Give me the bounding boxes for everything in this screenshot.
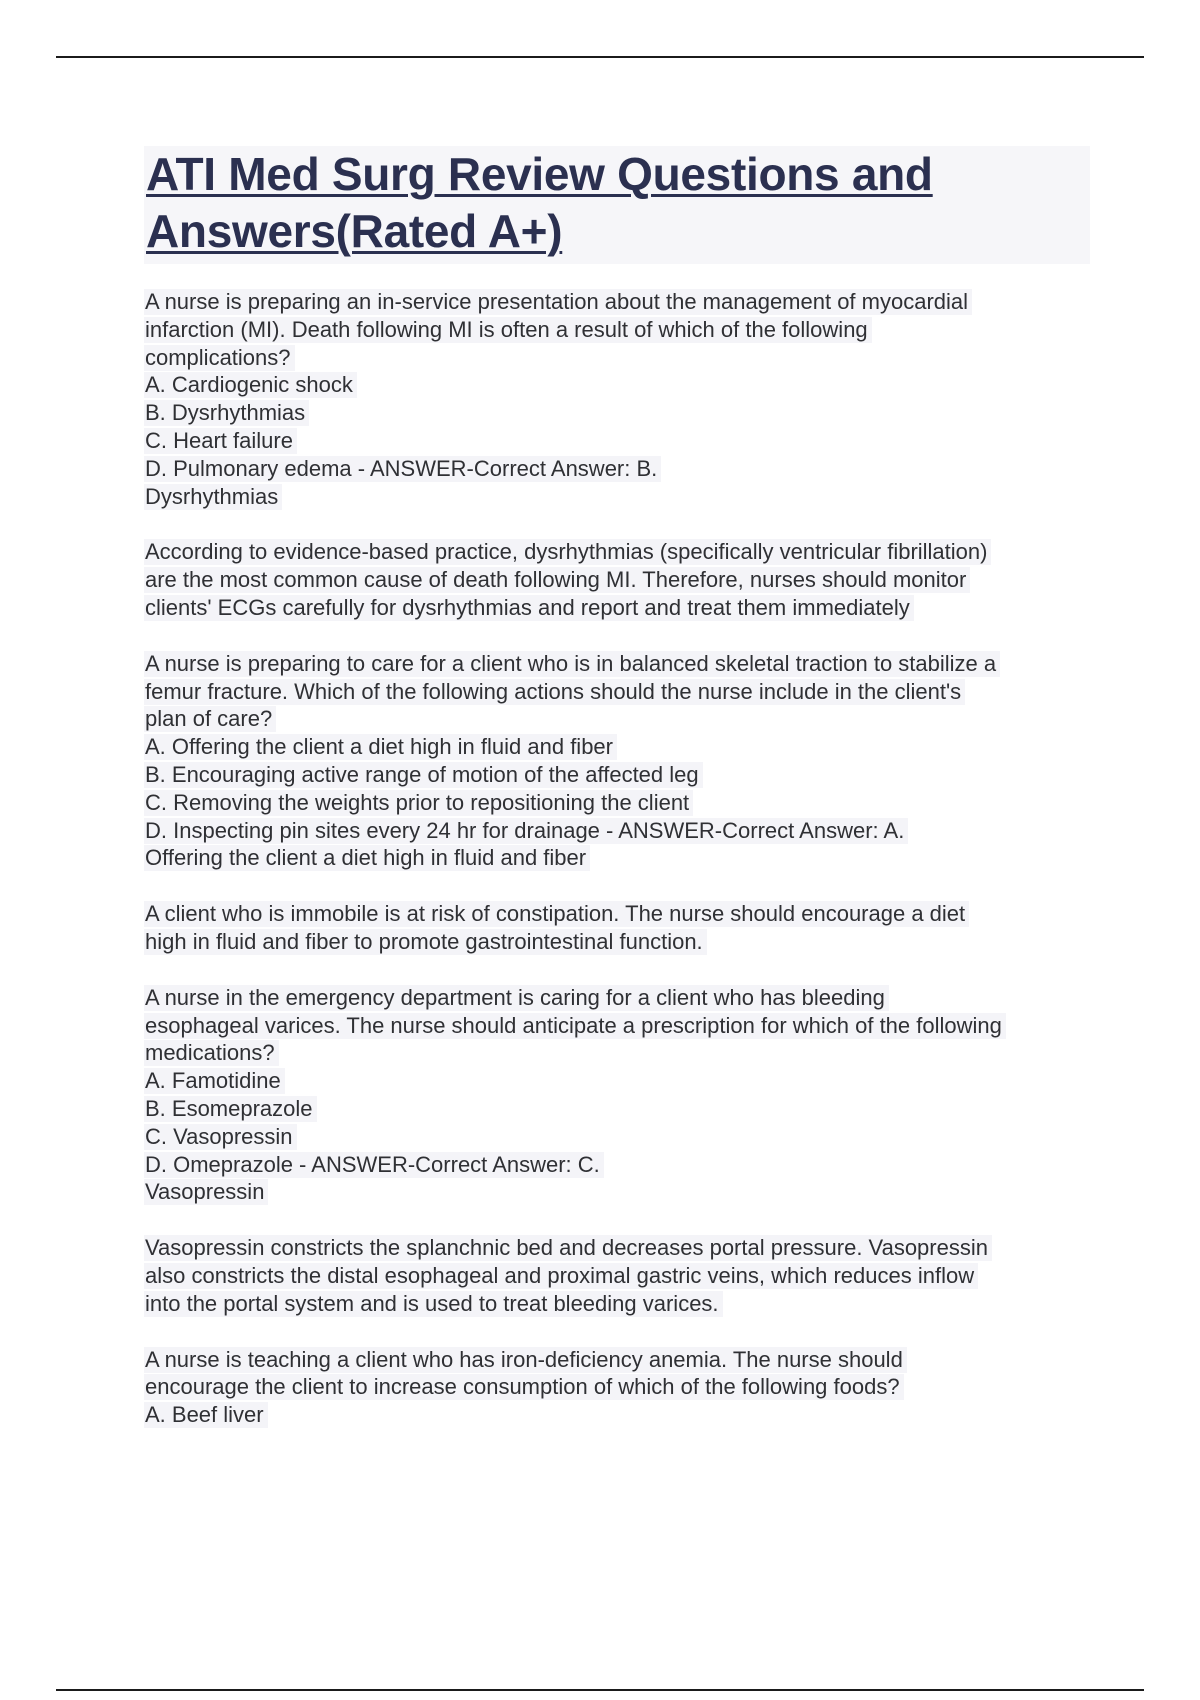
line-text: into the portal system and is used to treat bleeding varices. (144, 1291, 723, 1317)
line-text: infarction (MI). Death following MI is often a result of which of the following (144, 317, 872, 343)
qa-blocks (144, 288, 1088, 1429)
line-text: According to evidence-based practice, dysrhythmias (specifically ventricular fibrillation) (144, 539, 991, 565)
line-text: A. Beef liver (144, 1402, 268, 1428)
rationale-line (144, 594, 1088, 622)
line-text: clients' ECGs carefully for dysrhythmias and report and treat them immediately (144, 595, 914, 621)
question-line (144, 705, 1088, 733)
question-line (144, 1123, 1088, 1151)
line-text: complications? (144, 345, 295, 371)
line-text: also constricts the distal esophageal and proximal gastric veins, which reduces inflow (144, 1263, 978, 1289)
line-text: A. Cardiogenic shock (144, 372, 357, 398)
line-text: D. Inspecting pin sites every 24 hr for drainage - ANSWER-Correct Answer: A. (144, 818, 908, 844)
question-line (144, 399, 1088, 427)
line-text: encourage the client to increase consumption of which of the following foods? (144, 1374, 904, 1400)
title-block (144, 146, 1090, 264)
rationale-line (144, 1234, 1088, 1262)
page-top-rule (56, 56, 1144, 58)
question-line (144, 844, 1088, 872)
rationale-line (144, 538, 1088, 566)
rationale-line (144, 566, 1088, 594)
line-text: Vasopressin constricts the splanchnic bed and decreases portal pressure. Vasopressin (144, 1235, 992, 1261)
question-line (144, 1178, 1088, 1206)
question-line (144, 1095, 1088, 1123)
rationale-block (144, 1234, 1088, 1317)
line-text: A nurse is preparing an in-service presentation about the management of myocardial (144, 289, 972, 315)
question-line (144, 817, 1088, 845)
line-text: high in fluid and fiber to promote gastrointestinal function. (144, 929, 707, 955)
question-line (144, 1012, 1088, 1040)
rationale-block (144, 900, 1088, 956)
line-text: A. Offering the client a diet high in fluid and fiber (144, 734, 617, 760)
line-text: A nurse is preparing to care for a client who is in balanced skeletal traction to stabilize a (144, 651, 1000, 677)
document-body (144, 146, 1088, 1457)
question-line (144, 984, 1088, 1012)
question-line (144, 678, 1088, 706)
rationale-line (144, 1290, 1088, 1318)
line-text: C. Vasopressin (144, 1124, 297, 1150)
question-line (144, 733, 1088, 761)
question-line (144, 483, 1088, 511)
question-block (144, 984, 1088, 1206)
rationale-line (144, 900, 1088, 928)
line-text: femur fracture. Which of the following actions should the nurse include in the client's (144, 679, 965, 705)
question-line (144, 371, 1088, 399)
line-text: medications? (144, 1040, 279, 1066)
line-text: Dysrhythmias (144, 484, 282, 510)
page-bottom-rule (56, 1689, 1144, 1691)
question-block (144, 1346, 1088, 1429)
question-line (144, 761, 1088, 789)
line-text: C. Removing the weights prior to repositioning the client (144, 790, 693, 816)
line-text: are the most common cause of death following MI. Therefore, nurses should monitor (144, 567, 970, 593)
question-line (144, 1346, 1088, 1374)
rationale-block (144, 538, 1088, 621)
line-text: D. Omeprazole - ANSWER-Correct Answer: C. (144, 1152, 604, 1178)
line-text: plan of care? (144, 706, 276, 732)
question-line (144, 789, 1088, 817)
question-line (144, 1039, 1088, 1067)
rationale-line (144, 1262, 1088, 1290)
question-line (144, 1401, 1088, 1429)
line-text: B. Dysrhythmias (144, 400, 309, 426)
line-text: A client who is immobile is at risk of constipation. The nurse should encourage a diet (144, 901, 969, 927)
line-text: B. Encouraging active range of motion of the affected leg (144, 762, 703, 788)
question-line (144, 1151, 1088, 1179)
line-text: C. Heart failure (144, 428, 297, 454)
line-text: B. Esomeprazole (144, 1096, 317, 1122)
question-block (144, 288, 1088, 510)
line-text: Offering the client a diet high in fluid and fiber (144, 845, 590, 871)
question-line (144, 1373, 1088, 1401)
line-text: A nurse in the emergency department is caring for a client who has bleeding (144, 985, 889, 1011)
question-line (144, 1067, 1088, 1095)
question-line (144, 344, 1088, 372)
document-title: ATI Med Surg Review Questions and Answers(Rated A+) (146, 148, 933, 257)
line-text: A. Famotidine (144, 1068, 285, 1094)
question-line (144, 427, 1088, 455)
rationale-line (144, 928, 1088, 956)
question-line (144, 288, 1088, 316)
line-text: D. Pulmonary edema - ANSWER-Correct Answer: B. (144, 456, 661, 482)
question-line (144, 650, 1088, 678)
question-line (144, 316, 1088, 344)
question-block (144, 650, 1088, 872)
line-text: A nurse is teaching a client who has iron-deficiency anemia. The nurse should (144, 1347, 907, 1373)
question-line (144, 455, 1088, 483)
line-text: esophageal varices. The nurse should anticipate a prescription for which of the following (144, 1013, 1006, 1039)
line-text: Vasopressin (144, 1179, 268, 1205)
